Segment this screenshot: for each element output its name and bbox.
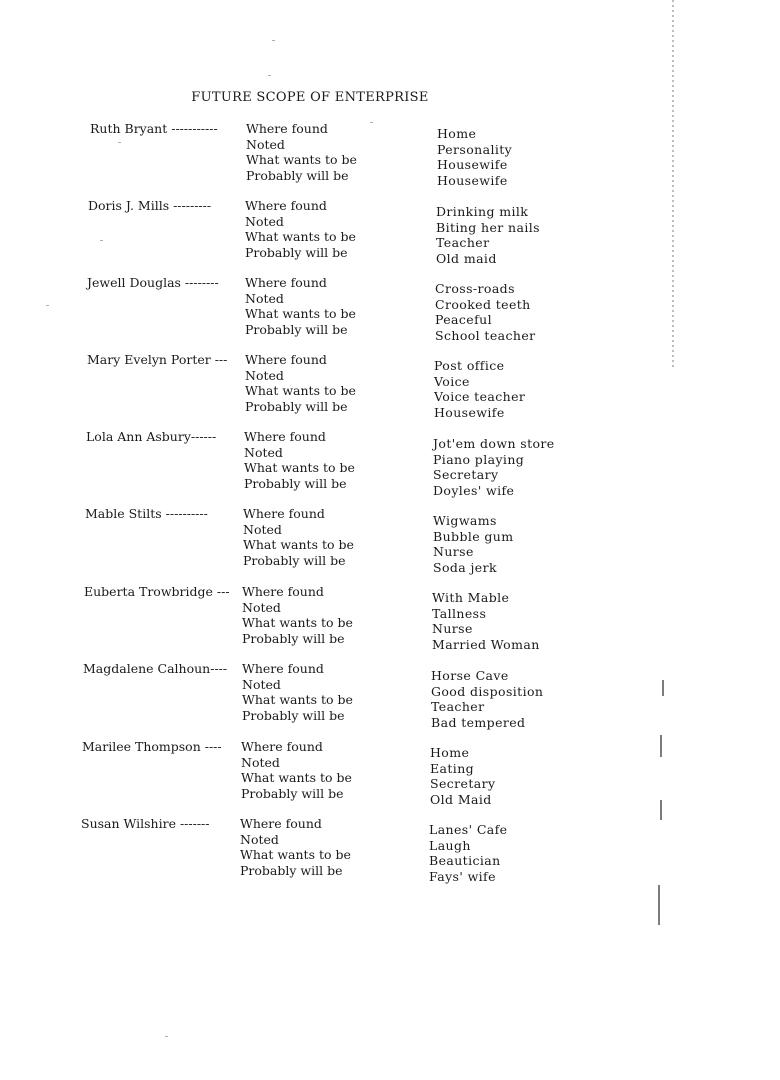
prompt-label: What wants to be <box>243 537 354 553</box>
prompt-label: Noted <box>245 367 284 383</box>
prompt-label: Probably will be <box>240 862 343 878</box>
answer-value: Nurse <box>432 621 473 637</box>
answer-value: Crooked teeth <box>435 296 531 312</box>
answer-value: Beautician <box>429 853 501 869</box>
answer-value: School teacher <box>435 327 536 343</box>
answer-value: Old Maid <box>430 791 492 807</box>
scan-edge-line <box>672 0 674 370</box>
prompt-label: Noted <box>242 599 281 615</box>
prompt-label: What wants to be <box>244 460 355 476</box>
answer-list <box>433 436 593 498</box>
prompt-label: What wants to be <box>246 152 357 168</box>
person-name: Doris J. Mills --------- <box>88 198 212 213</box>
answer-value: Piano playing <box>433 451 525 467</box>
scan-mark <box>660 735 662 757</box>
answer-value: Teacher <box>431 699 485 715</box>
answer-value: Housewife <box>437 172 508 188</box>
person-name: Susan Wilshire ------- <box>81 816 210 831</box>
person-name: Jewell Douglas -------- <box>87 275 219 290</box>
prompt-label: Noted <box>240 831 279 847</box>
person-name: Marilee Thompson ---- <box>82 739 222 754</box>
answer-list <box>433 513 593 575</box>
answer-value: Horse Cave <box>431 668 509 683</box>
prompt-label: Where found <box>242 584 324 599</box>
answer-value: Old maid <box>436 250 497 266</box>
answer-value: Voice teacher <box>434 389 526 405</box>
scan-speck <box>100 240 103 241</box>
prompt-list <box>242 584 392 646</box>
answer-value: Fays' wife <box>429 868 496 884</box>
prompt-label: Probably will be <box>245 321 348 337</box>
prompt-label: Probably will be <box>242 707 345 723</box>
answer-value: Teacher <box>436 235 490 251</box>
prompt-label: What wants to be <box>242 692 353 708</box>
person-name: Magdalene Calhoun---- <box>83 661 228 676</box>
scan-speck <box>118 142 121 143</box>
prompt-label: Where found <box>241 739 323 754</box>
prompt-list <box>246 121 396 183</box>
scan-speck <box>268 75 271 76</box>
prompt-label: Noted <box>241 754 280 770</box>
prompt-label: Where found <box>244 429 326 444</box>
scan-mark <box>662 680 664 696</box>
prompt-label: What wants to be <box>245 229 356 245</box>
person-name: Mary Evelyn Porter --- <box>87 352 228 367</box>
person-name: Ruth Bryant ----------- <box>90 121 218 136</box>
answer-value: Home <box>430 745 470 760</box>
prompt-label: What wants to be <box>245 383 356 399</box>
prompt-label: Where found <box>245 198 327 213</box>
prompt-label: What wants to be <box>245 306 356 322</box>
answer-value: Laugh <box>429 837 471 853</box>
prompt-label: Probably will be <box>245 244 348 260</box>
prompt-label: What wants to be <box>240 847 351 863</box>
answer-value: Drinking milk <box>436 204 529 219</box>
answer-list <box>434 358 594 420</box>
answer-list <box>431 668 591 730</box>
answer-value: Post office <box>434 358 505 373</box>
answer-value: Wigwams <box>433 513 497 528</box>
prompt-label: Where found <box>242 661 324 676</box>
scan-mark <box>660 800 662 820</box>
answer-value: Housewife <box>437 157 508 173</box>
scan-speck <box>165 1036 168 1037</box>
answer-value: Lanes' Cafe <box>429 822 508 837</box>
answer-value: Good disposition <box>431 683 544 699</box>
prompt-label: Noted <box>244 444 283 460</box>
answer-value: With Mable <box>432 590 510 605</box>
prompt-label: Where found <box>240 816 322 831</box>
prompt-label: Where found <box>246 121 328 136</box>
answer-value: Bad tempered <box>431 714 526 730</box>
prompt-label: Where found <box>245 352 327 367</box>
prompt-label: Probably will be <box>242 630 345 646</box>
prompt-list <box>243 506 393 568</box>
prompt-label: Noted <box>246 136 285 152</box>
answer-value: Cross-roads <box>435 281 515 296</box>
answer-value: Voice <box>434 373 470 389</box>
scan-speck <box>272 40 275 41</box>
prompt-label: Probably will be <box>245 398 348 414</box>
prompt-list <box>242 661 392 723</box>
prompt-label: Probably will be <box>243 552 346 568</box>
answer-list <box>437 126 597 188</box>
answer-value: Housewife <box>434 404 505 420</box>
answer-value: Bubble gum <box>433 528 514 544</box>
prompt-label: Probably will be <box>246 167 349 183</box>
prompt-label: Noted <box>242 676 281 692</box>
answer-value: Secretary <box>433 467 499 483</box>
answer-list <box>429 822 589 884</box>
answer-list <box>435 281 595 343</box>
answer-list <box>436 204 596 266</box>
prompt-label: Where found <box>243 506 325 521</box>
prompt-label: Probably will be <box>241 785 344 801</box>
scan-speck <box>46 305 49 306</box>
scan-speck <box>370 122 373 123</box>
answer-value: Peaceful <box>435 312 492 328</box>
answer-value: Personality <box>437 141 513 157</box>
answer-list <box>432 590 592 652</box>
prompt-list <box>245 275 395 337</box>
answer-value: Tallness <box>432 605 487 621</box>
scan-mark <box>658 885 660 925</box>
answer-value: Nurse <box>433 544 474 560</box>
answer-value: Eating <box>430 760 475 776</box>
prompt-label: What wants to be <box>242 615 353 631</box>
prompt-label: Probably will be <box>244 475 347 491</box>
prompt-label: Noted <box>245 213 284 229</box>
answer-value: Soda jerk <box>433 559 497 575</box>
answer-value: Biting her nails <box>436 219 540 235</box>
prompt-label: Where found <box>245 275 327 290</box>
answer-value: Home <box>437 126 477 141</box>
prompt-label: Noted <box>243 521 282 537</box>
answer-list <box>430 745 590 807</box>
person-name: Mable Stilts ---------- <box>85 506 208 521</box>
page-title: FUTURE SCOPE OF ENTERPRISE <box>191 90 429 105</box>
answer-value: Married Woman <box>432 636 540 652</box>
prompt-list <box>245 198 395 260</box>
prompt-label: Noted <box>245 290 284 306</box>
answer-value: Jot'em down store <box>433 436 555 451</box>
prompt-list <box>240 816 390 878</box>
prompt-list <box>244 429 394 491</box>
prompt-label: What wants to be <box>241 770 352 786</box>
person-name: Lola Ann Asbury------ <box>86 429 217 444</box>
prompt-list <box>241 739 391 801</box>
prompt-list <box>245 352 395 414</box>
person-name: Euberta Trowbridge --- <box>84 584 230 599</box>
answer-value: Secretary <box>430 776 496 792</box>
answer-value: Doyles' wife <box>433 482 515 498</box>
